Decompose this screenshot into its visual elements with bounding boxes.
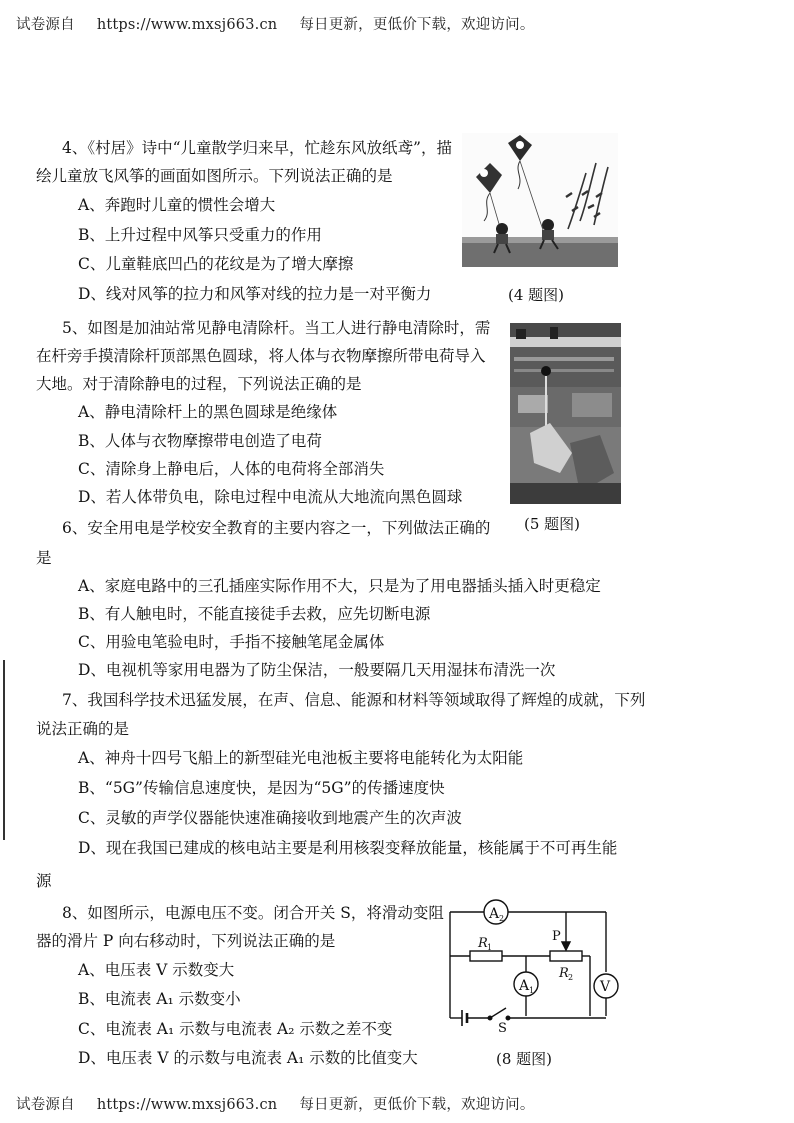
q6-stem-line1: 6、安全用电是学校安全教育的主要内容之一，下列做法正确的 [62,519,491,537]
q8-circuit-diagram [440,898,620,1032]
voltmeter-v-label: V [600,979,611,995]
banner-url-bottom[interactable]: https://www.mxsj663.cn [96,1097,278,1113]
slider-arrow [562,942,570,950]
q8-option-d: D、电压表 V 的示数与电流表 A₁ 示数的比值变大 [78,1049,418,1067]
q5-option-a: A、静电清除杆上的黑色圆球是绝缘体 [78,403,338,421]
q6-option-b: B、有人触电时，不能直接徒手去救，应先切断电源 [78,605,431,623]
q8-stem-line2: 器的滑片 P 向右移动时，下列说法正确的是 [36,932,336,950]
gas-station-drawing [510,323,621,504]
q4-stem-line2: 绘儿童放飞风筝的画面如图所示。下列说法正确的是 [36,167,393,185]
bottom-banner [16,1093,557,1114]
slider-p-label: P [552,929,561,944]
q8-figure-caption: (8 题图) [496,1050,553,1068]
rheostat-r2-sub: 2 [568,973,574,982]
banner-source: 试卷源自 [16,17,75,33]
q8-option-a: A、电压表 V 示数变大 [78,961,235,979]
switch-s-label: S [498,1021,507,1032]
banner-url[interactable]: https://www.mxsj663.cn [96,17,278,33]
ammeter-a1-label: A [519,978,530,994]
q7-option-c: C、灵敏的声学仪器能快速准确接收到地震产生的次声波 [78,809,462,827]
q5-static-eliminator-photo [510,323,621,504]
kite-drawing [462,133,618,267]
q7-option-a: A、神舟十四号飞船上的新型硅光电池板主要将电能转化为太阳能 [78,749,524,767]
q7-option-d-line2: 源 [36,872,52,890]
q6-option-d: D、电视机等家用电器为了防尘保洁，一般要隔几天用湿抹布清洗一次 [78,661,556,679]
q5-figure-caption: (5 题图) [524,515,581,533]
ammeter-a2-label: A [489,906,500,922]
q8-option-b: B、电流表 A₁ 示数变小 [78,990,241,1008]
ammeter-a2-sub: 2 [499,914,505,923]
q5-stem-line3: 大地。对于清除静电的过程，下列说法正确的是 [36,375,362,393]
q4-stem-line1: 4、《村居》诗中“儿童散学归来早，忙趁东风放纸鸢”，描 [62,139,452,157]
q4-kite-illustration [462,133,618,267]
q6-stem-line2: 是 [36,549,52,567]
rheostat-r2 [550,951,582,961]
circuit-svg [440,898,620,1032]
q7-option-b: B、“5G”传输信息速度快，是因为“5G”的传播速度快 [78,779,445,797]
margin-scan-line [3,660,5,840]
ammeter-a1-sub: 1 [529,986,535,995]
q4-option-c: C、儿童鞋底凹凸的花纹是为了增大摩擦 [78,255,354,273]
q6-option-c: C、用验电笔验电时，手指不接触笔尾金属体 [78,633,385,651]
resistor-r1-label: R [478,936,488,951]
banner-slogan-bottom: 每日更新，更低价下载，欢迎访问。 [299,1097,535,1113]
q5-option-d: D、若人体带负电，除电过程中电流从大地流向黑色圆球 [78,488,463,506]
q4-option-d: D、线对风筝的拉力和风筝对线的拉力是一对平衡力 [78,285,432,303]
q5-option-c: C、清除身上静电后，人体的电荷将全部消失 [78,460,385,478]
black-ball [541,366,551,376]
top-banner [16,13,557,34]
resistor-r1 [470,951,502,961]
rheostat-r2-label: R [559,966,569,981]
switch-blade [490,1008,506,1018]
q7-option-d-line1: D、现在我国已建成的核电站主要是利用核裂变释放能量，核能属于不可再生能 [78,839,618,857]
resistor-r1-sub: 1 [487,943,493,952]
q4-option-a: A、奔跑时儿童的惯性会增大 [78,196,276,214]
q4-option-b: B、上升过程中风筝只受重力的作用 [78,226,322,244]
q7-stem-line1: 7、我国科学技术迅猛发展，在声、信息、能源和材料等领域取得了辉煌的成就，下列 [62,691,646,709]
q5-stem-line1: 5、如图是加油站常见静电清除杆。当工人进行静电清除时，需 [62,319,491,337]
q5-option-b: B、人体与衣物摩擦带电创造了电荷 [78,432,322,450]
q4-figure-caption: (4 题图) [508,286,565,304]
q8-stem-line1: 8、如图所示，电源电压不变。闭合开关 S，将滑动变阻 [62,904,444,922]
q5-stem-line2: 在杆旁手摸清除杆顶部黑色圆球，将人体与衣物摩擦所带电荷导入 [36,347,486,365]
banner-source-bottom: 试卷源自 [16,1097,75,1113]
q6-option-a: A、家庭电路中的三孔插座实际作用不大，只是为了用电器插头插入时更稳定 [78,577,601,595]
q8-option-c: C、电流表 A₁ 示数与电流表 A₂ 示数之差不变 [78,1020,393,1038]
q7-stem-line2: 说法正确的是 [36,720,130,738]
banner-slogan: 每日更新，更低价下载，欢迎访问。 [299,17,535,33]
